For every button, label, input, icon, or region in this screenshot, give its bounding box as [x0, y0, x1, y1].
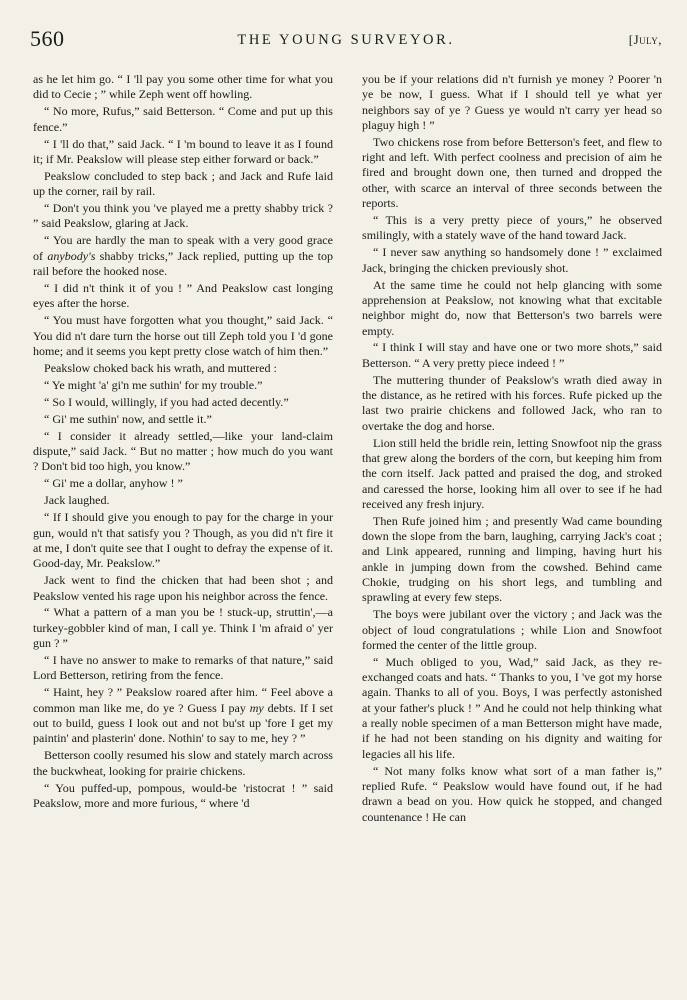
paragraph: Peakslow concluded to step back ; and Jack and Rufe laid up the corner, rail by rail. [33, 168, 333, 199]
paragraph: “ You are hardly the man to speak with a very good grace of anybody's shabby tricks,” Jack replied, putting up the top rail before the hooked nose. [33, 233, 333, 278]
paragraph: “ Gi' me a dollar, anyhow ! ” [44, 476, 183, 491]
paragraph: “ I did n't think it of you ! ” And Peakslow cast longing eyes after the horse. [33, 280, 333, 311]
paragraph: you be if your relations did n't furnish ye money ? Poorer 'n ye be now, I guess. What if I should tell ye what yer neighbors say of ye ? Guess ye would n't carry yer head so plaguy high ! ” [362, 72, 662, 132]
paragraph: “ What a pattern of a man you be ! stuck-up, struttin',—a turkey-gobbler kind of man, I call ye. Think I 'm afraid o' yer gun ? ” [33, 605, 333, 651]
paragraph: The muttering thunder of Peakslow's wrath died away in the distance, as he retired with his forces. Rufe picked up the last two prairie chickens and followed Jack, who ran to overtake the dog and horse. [362, 372, 662, 433]
page-number: 560 [30, 26, 65, 51]
journal-title: THE YOUNG SURVEYOR. [237, 32, 455, 48]
paragraph: Jack laughed. [44, 493, 110, 508]
paragraph: “ You must have forgotten what you thought,” said Jack. “ You did n't dare turn the horse out till Zeph told you I 'd gone home; and it seems you kept pretty close watch of him then.” [33, 313, 333, 358]
paragraph: Lion still held the bridle rein, letting Snowfoot nip the grass that grew along the borders of the corn, but keeping him from the corn itself. Jack patted and praised the dog, and stroked and caressed the horse, looking him all over to see if he had received any fresh injury. [362, 435, 662, 511]
paragraph: Then Rufe joined him ; and presently Wad came bounding down the slope from the barn, laughing, carrying Jack's coat ; and Link appeared, running and limping, having hurt his ankle in jumping down from the cowshed. Behind came Chokie, trudging on his short legs, and tumbling and sprawling at every few steps. [362, 513, 662, 605]
right-column [362, 72, 662, 990]
paragraph: “ You puffed-up, pompous, would-be 'ristocrat ! ” said Peakslow, more and more furious, “ where 'd [33, 780, 333, 810]
paragraph: “ Ye might 'a' gi'n me suthin' for my trouble.” [44, 377, 263, 392]
paragraph: “ I think I will stay and have one or two more shots,” said Betterson. “ A very pretty piece indeed ! ” [362, 340, 662, 370]
paragraph: “ Not many folks know what sort of a man father is,” replied Rufe. “ Peakslow would have found out, if he had drawn a bead on you. How quick he stopped, and changed countenance ! He can [362, 763, 662, 824]
page-header [30, 26, 662, 56]
paragraph: “ I consider it already settled,—like your land-claim dispute,” said Jack. “ But no matter ; how much do you want ? Don't bid too high, you know.” [33, 428, 333, 474]
paragraph: “ This is a very pretty piece of yours,” he observed smilingly, with a stately wave of the hand toward Jack. [362, 213, 662, 243]
left-column [33, 72, 333, 990]
paragraph: Betterson coolly resumed his slow and stately march across the buckwheat, looking for prairie chickens. [33, 748, 333, 778]
paragraph: “ If I should give you enough to pay for the charge in your gun, would n't that satisfy you ? Though, as you did n't fire it at me, I don't quite see that I ought to defray the expense of it. Good-day, Mr. Peakslow.” [33, 510, 333, 571]
paragraph: “ I never saw anything so handsomely done ! ” exclaimed Jack, bringing the chicken previously shot. [362, 245, 662, 275]
paragraph: “ I have no answer to make to remarks of that nature,” said Lord Betterson, retiring from the fence. [33, 653, 333, 683]
paragraph: as he let him go. “ I 'll pay you some other time for what you did to Cecie ; ” while Zeph went off howling. [33, 72, 333, 102]
issue-month: [July, [628, 32, 662, 47]
paragraph: Peakslow choked back his wrath, and muttered : [44, 360, 277, 375]
paragraph: At the same time he could not help glancing with some apprehension at Peakslow, not knowing what that excitable neighbor might do, now that Betterson's two barrels were empty. [362, 277, 662, 338]
paragraph: Two chickens rose from before Betterson's feet, and flew to right and left. With perfect coolness and precision of aim he fired and brought down one, then turned and dropped the other, with scarce an interval of three seconds between the reports. [362, 134, 662, 211]
paragraph: “ No more, Rufus,” said Betterson. “ Come and put up this fence.” [33, 104, 333, 134]
paragraph: “ So I would, willingly, if you had acted decently.” [44, 394, 289, 409]
paragraph: “ Much obliged to you, Wad,” said Jack, as they re-exchanged coats and hats. “ Thanks to you, I 've got my horse again. Thanks to all of you. Boys, I was perfectly astonished at your father's pluck ! ” And he could not help thinking what a really noble specimen of a man Betterson might have made, if he had not been standing on his dignity and waiting for legacies all his life. [362, 654, 662, 761]
paragraph: “ Don't you think you 've played me a pretty shabby trick ? ” said Peakslow, glaring at Jack. [33, 201, 333, 231]
paragraph: “ I 'll do that,” said Jack. “ I 'm bound to leave it as I found it; if Mr. Peakslow will please step either forward or back.” [33, 136, 333, 166]
paragraph: “ Gi' me suthin' now, and settle it.” [44, 411, 212, 426]
paragraph: Jack went to find the chicken that had been shot ; and Peakslow vented his rage upon his neighbor across the fence. [33, 573, 333, 603]
paragraph: “ Haint, hey ? ” Peakslow roared after him. “ Feel above a common man like me, do ye ? Guess I pay my debts. If I set out to build, guess I look out and not bu'st up 'fore I get my paintin' and plasterin' done. Nothin' to say to me, hey ? ” [33, 685, 333, 746]
paragraph: The boys were jubilant over the victory ; and Jack was the object of loud congratulations ; while Lion and Snowfoot formed the center of the little group. [362, 607, 662, 652]
